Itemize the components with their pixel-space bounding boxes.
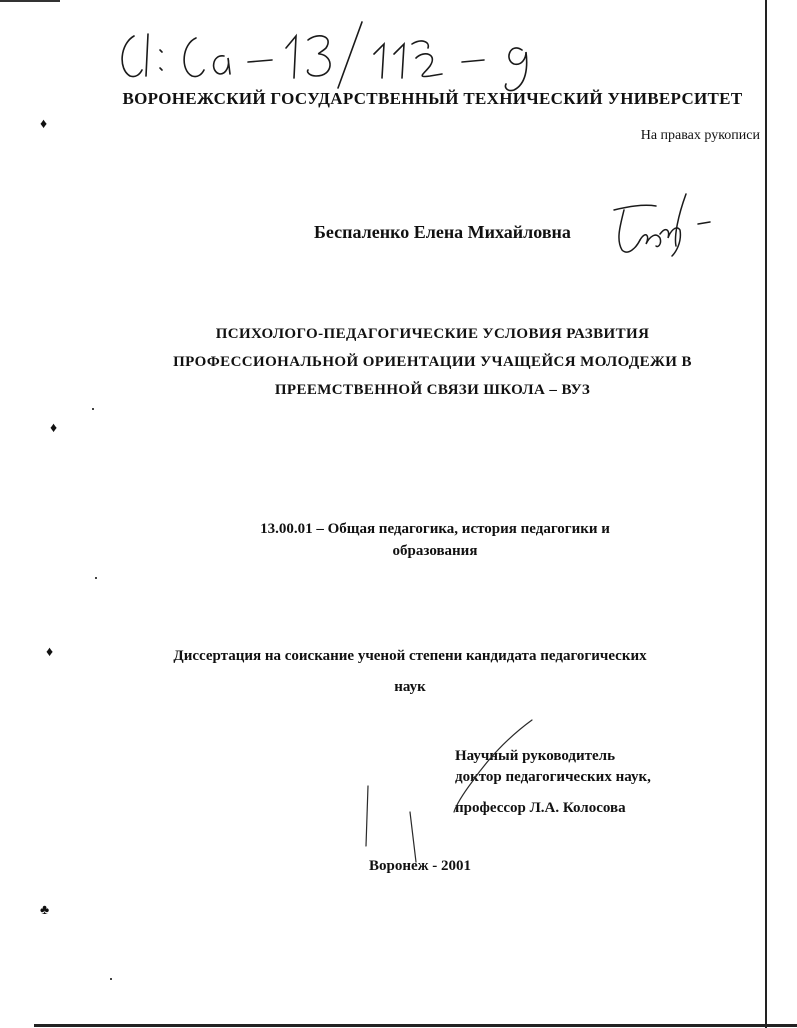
dissertation-degree: [70, 641, 750, 703]
margin-mark-3: ♦: [46, 645, 54, 660]
title-line-1: ПСИХОЛОГО-ПЕДАГОГИЧЕСКИЕ УСЛОВИЯ РАЗВИТИЯ: [215, 326, 650, 342]
signature-handwriting: [600, 186, 720, 266]
university-name: ВОРОНЕЖСКИЙ ГОСУДАРСТВЕННЫЙ ТЕХНИЧЕСКИЙ УНИВЕРСИТЕТ: [122, 89, 743, 108]
manuscript-rights: На правах рукописи: [640, 128, 760, 143]
specialty-line-2: образования: [392, 543, 478, 559]
supervisor-line-1: Научный руководитель: [455, 748, 615, 764]
margin-mark-2: ♦: [50, 421, 58, 436]
pen-marks: [360, 716, 560, 866]
catalog-number-handwriting: [112, 14, 572, 94]
catalog-number: [112, 14, 572, 94]
margin-mark-4: ♣: [40, 903, 50, 918]
scan-speck: [92, 408, 94, 410]
city-year: Воронеж - 2001: [368, 858, 472, 874]
title-line-3: ПРЕЕМСТВЕННОЙ СВЯЗИ ШКОЛА – ВУЗ: [274, 382, 591, 398]
scan-speck: [95, 577, 97, 579]
title-line-2: ПРОФЕССИОНАЛЬНОЙ ОРИЕНТАЦИИ УЧАЩЕЙСЯ МОЛОДЕЖИ В: [173, 354, 692, 370]
dissertation-title: [100, 320, 765, 404]
scan-speck: [110, 978, 112, 980]
author-name: Беспаленко Елена Михайловна: [314, 222, 571, 242]
scan-edge-right: [765, 0, 767, 1028]
specialty-line-1: 13.00.01 – Общая педагогика, история педагогики и: [260, 521, 610, 537]
supervisor-line-3: профессор Л.А. Колосова: [455, 800, 626, 816]
scan-edge-bottom: [34, 1024, 797, 1027]
degree-line-2: наук: [394, 679, 426, 695]
supervisor-line-2: доктор педагогических наук,: [455, 769, 651, 785]
margin-mark-1: ♦: [40, 117, 48, 132]
author-signature: [600, 186, 720, 266]
specialty: [100, 518, 770, 562]
degree-line-1: Диссертация на соискание ученой степени кандидата педагогических: [173, 648, 647, 664]
scan-edge-top: [0, 0, 60, 2]
